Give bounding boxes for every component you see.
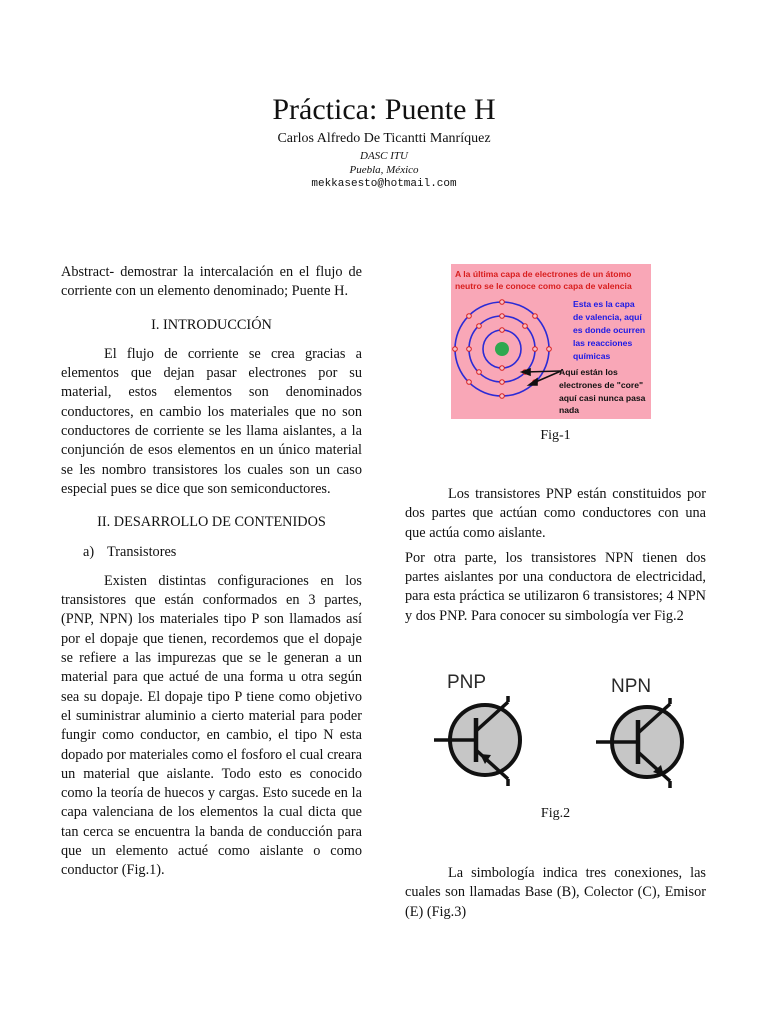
affiliation-institution: DASC ITU bbox=[360, 150, 408, 162]
pnp-symbol bbox=[434, 696, 520, 786]
valence-note-3: es donde ocurren bbox=[573, 325, 646, 335]
atom-valence-figure bbox=[451, 264, 651, 419]
valence-note-5: químicas bbox=[573, 351, 611, 361]
figure-1-caption: Fig-1 bbox=[540, 428, 571, 443]
section-heading-desarrollo: II. DESARROLLO DE CONTENIDOS bbox=[97, 514, 326, 531]
subsection-transistores bbox=[61, 543, 362, 562]
subsection-letter: a) bbox=[83, 543, 95, 560]
author-email: mekkasesto@hotmail.com bbox=[311, 178, 457, 190]
left-column bbox=[61, 263, 362, 881]
core-note-3: aquí casi nunca pasa bbox=[559, 393, 646, 403]
pnp-label: PNP bbox=[447, 672, 487, 693]
affiliation-location: Puebla, México bbox=[349, 164, 419, 176]
simbologia-paragraph: La simbología indica tres conexiones, las cuales son llamadas Base (B), Colector (C), Emisor (E) (Fig.3) bbox=[405, 865, 706, 920]
atom-caption-line-2: neutro se le conoce como capa de valencia bbox=[455, 281, 632, 291]
transistores-paragraph: Existen distintas configuraciones en los transistores que están conformados en 3 partes, (PNP, NPN) los materiales tipo P son llamados así por el dopaje que tienen, recordemos que el dopaje se refiere a las impurezas que se le generan a un material para que actué de una forma u otra según sea su dopaje. El dopaje tipo P tiene como objetivo el suministrar aluminio a cierto material para poder fungir como conductor, en cambio, el tipo N esta dopado por materiales como el fosforo el cual creara un material que aislante. Todo esto es conocido como la teoría de huecos y cargas. Esto sucede en la capa valenciana de los elementos la cual dicta que tan cerca se encuentra la banda de conducción para que un elemento actué como aislante o como conductor (Fig.1). bbox=[61, 572, 362, 879]
valence-note-1: Esta es la capa bbox=[573, 299, 635, 309]
subsection-title: Transistores bbox=[107, 543, 177, 560]
valence-note-4: las reacciones bbox=[573, 338, 633, 348]
nucleus bbox=[495, 342, 509, 356]
npn-label: NPN bbox=[611, 676, 652, 697]
core-arrows bbox=[522, 369, 561, 385]
core-note-4: nada bbox=[559, 405, 580, 415]
section-heading-introduccion: I. INTRODUCCIÓN bbox=[151, 316, 272, 333]
author-name: Carlos Alfredo De Ticantti Manríquez bbox=[277, 131, 491, 146]
paper-title: Práctica: Puente H bbox=[272, 93, 496, 126]
figure-2-caption: Fig.2 bbox=[540, 806, 571, 821]
core-note-1: Aquí están los bbox=[559, 367, 618, 377]
introduccion-paragraph: El flujo de corriente se crea gracias a elementos que dejan pasar electrones por su material, estos elementos son denominados conductores, en cambio los materiales que no son conductores de corriente se les llama aislantes, a la conjunción de esos elementos en un único material se les nombro transistores los cuales son un caso especial pues se dice que son semiconductores. bbox=[61, 345, 362, 497]
transistor-symbols bbox=[428, 668, 718, 798]
core-note-2: electrones de "core" bbox=[559, 380, 644, 390]
npn-paragraph: Por otra parte, los transistores NPN tienen dos partes aislantes por una conductora de electricidad, para esta práctica se utilizaron 6 transistores; 4 NPN y dos PNP. Para conocer su simbología ver Fig.2 bbox=[405, 549, 706, 624]
pnp-paragraph: Los transistores PNP están constituidos por dos partes que actúan como conductores con una que actúa como aislante. bbox=[405, 486, 706, 541]
atom-caption-line-1: A la última capa de electrones de un átomo bbox=[455, 269, 632, 279]
right-column bbox=[405, 485, 706, 626]
npn-symbol bbox=[596, 698, 682, 788]
simbologia-paragraph-container bbox=[405, 864, 706, 922]
transistor-symbols-figure bbox=[428, 668, 718, 798]
abstract: Abstract- demostrar la intercalación en el flujo de corriente con un elemento denominado; Puente H. bbox=[61, 264, 362, 300]
valence-note-2: de valencia, aquí bbox=[573, 312, 642, 322]
